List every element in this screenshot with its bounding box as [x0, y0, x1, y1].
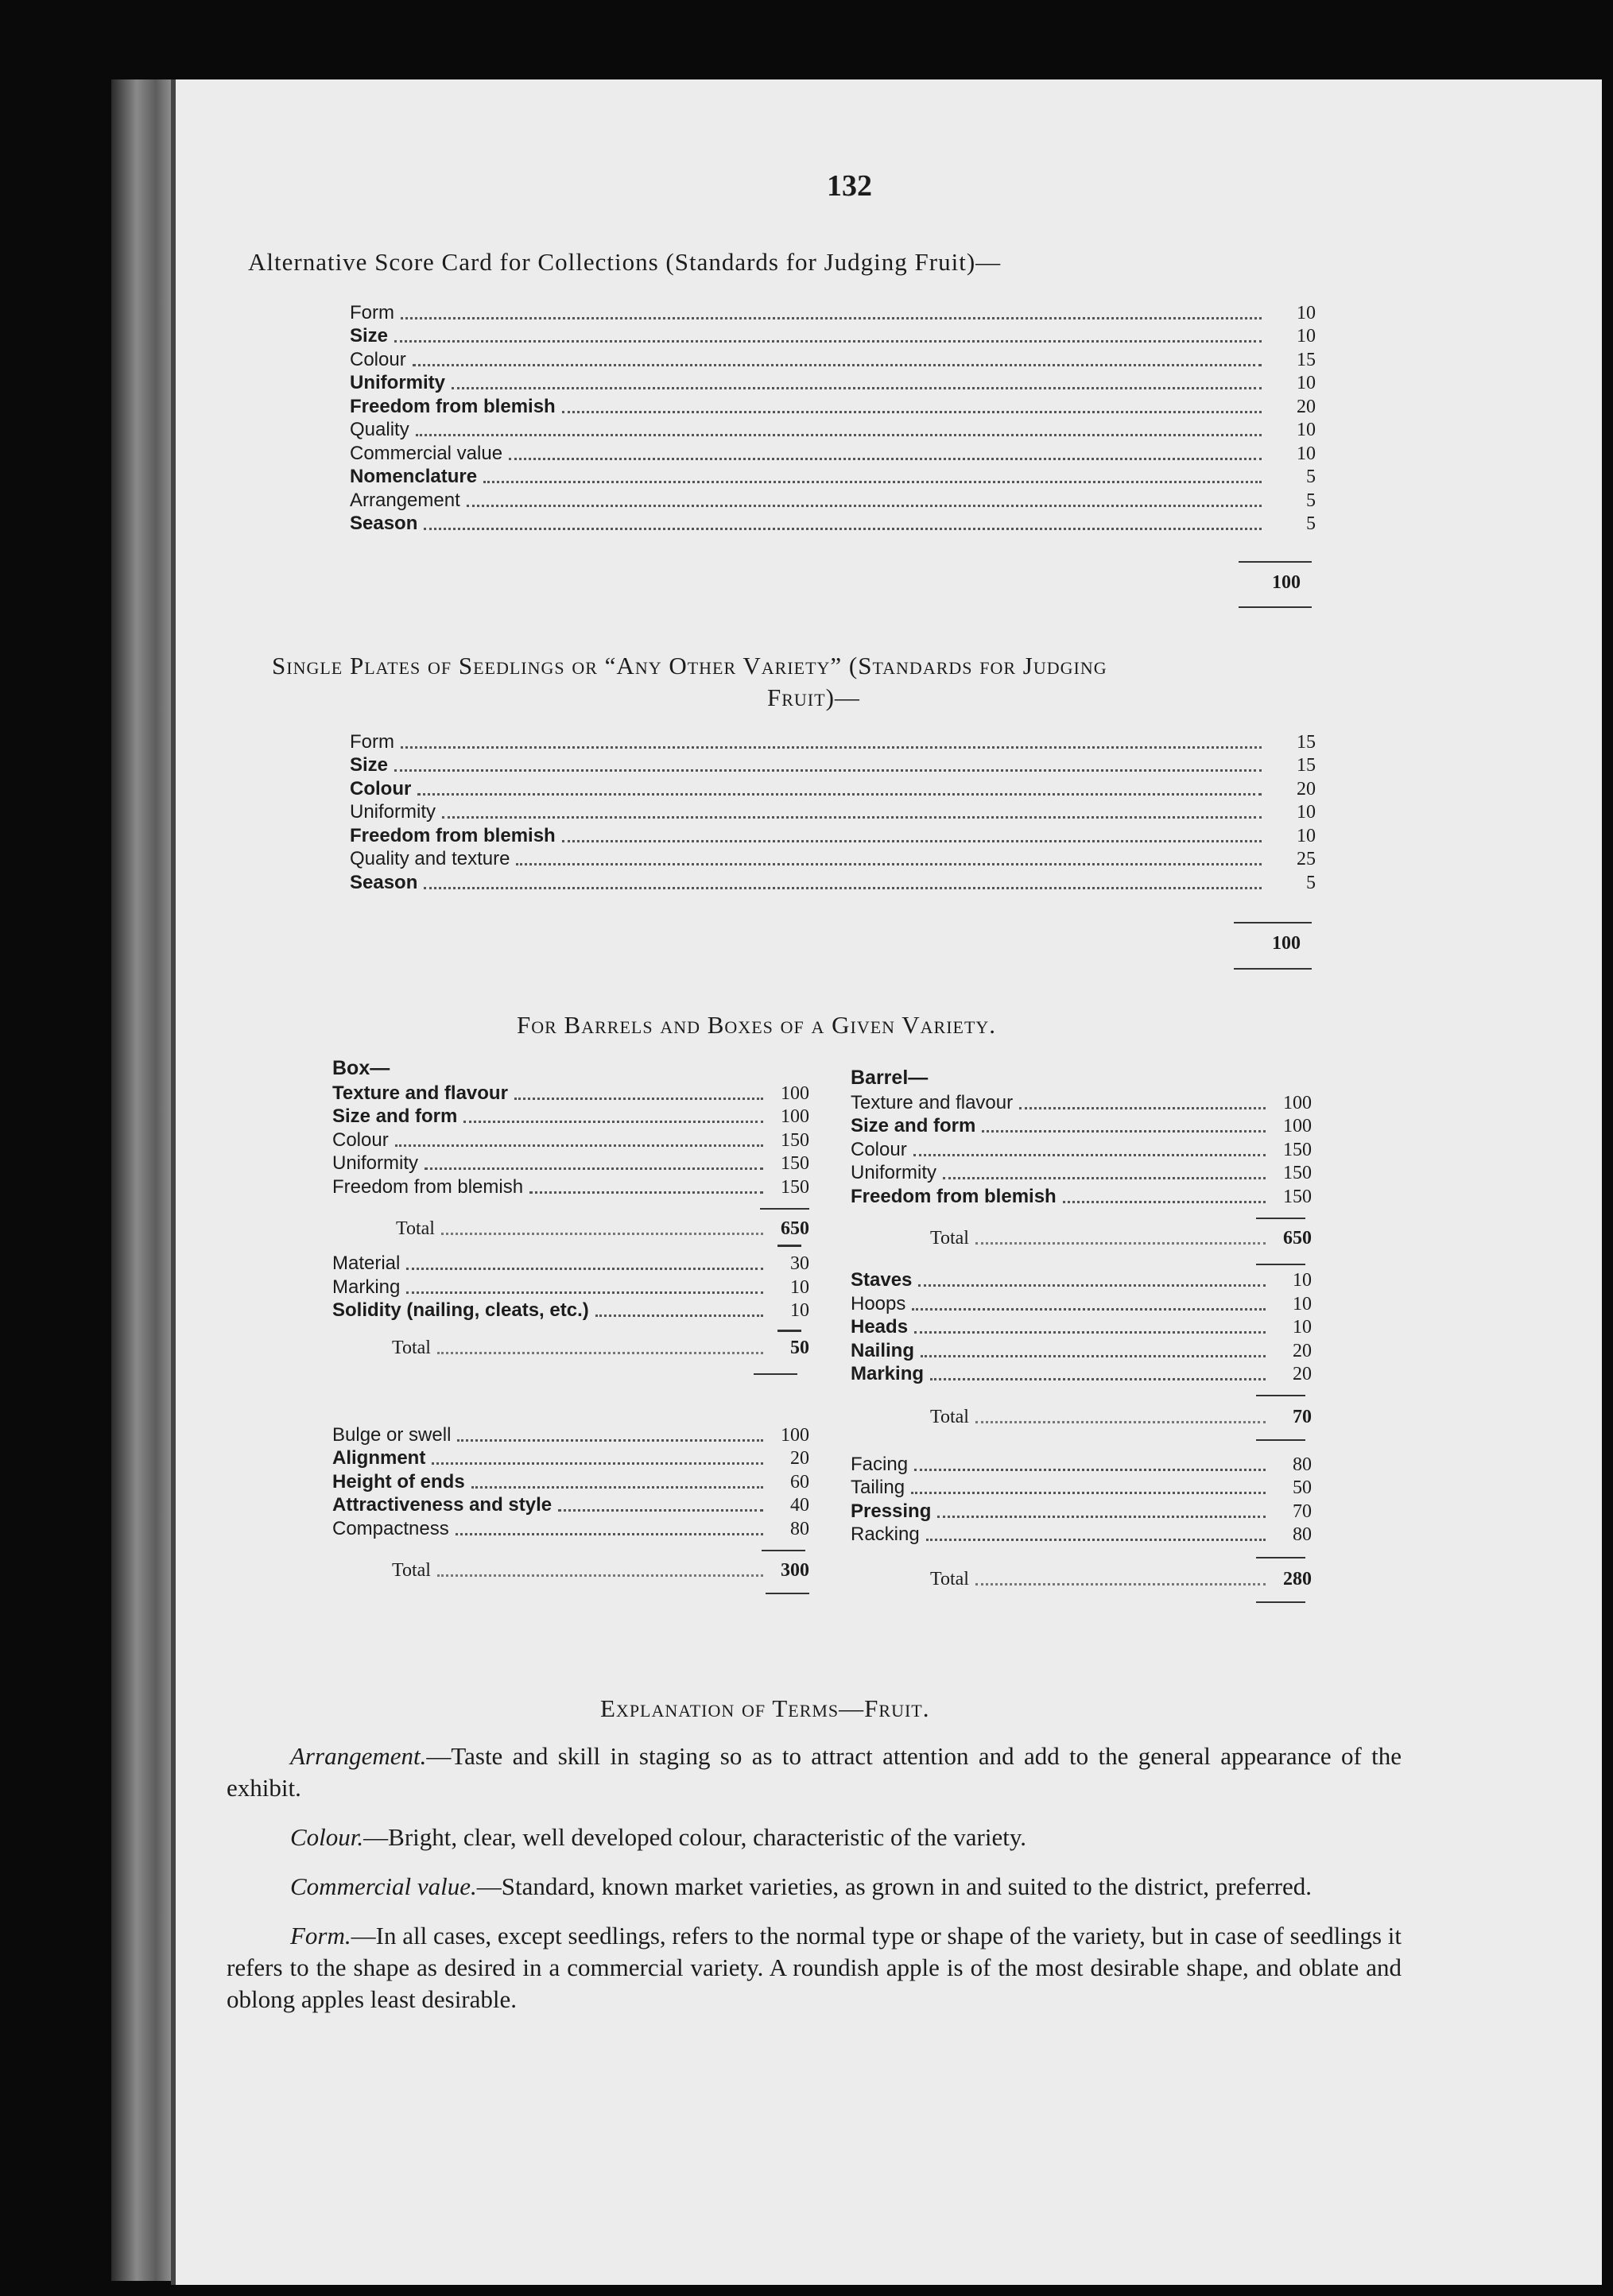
score-label: Marking — [332, 1276, 401, 1298]
term-name: Commercial value. — [290, 1872, 477, 1900]
section2-total-rule — [1234, 922, 1312, 923]
score-value: 25 — [1297, 849, 1316, 869]
dot-leader — [457, 1439, 763, 1442]
term-definition: —Bright, clear, well developed colour, characteristic of the variety. — [363, 1823, 1027, 1851]
score-label: Texture and flavour — [332, 1082, 508, 1104]
score-value: 100 — [1283, 1116, 1312, 1136]
explanation-paragraph — [227, 1822, 1402, 1853]
score-value: 10 — [1293, 1293, 1312, 1314]
score-label: Season — [350, 513, 418, 534]
dot-leader — [456, 1533, 763, 1535]
score-value: 10 — [1297, 443, 1316, 464]
score-value: 10 — [1293, 1317, 1312, 1338]
score-value: 150 — [781, 1129, 809, 1151]
score-row — [851, 1338, 1312, 1362]
section3-title: For Barrels and Boxes of a Given Variety. — [517, 1011, 997, 1039]
score-value: 10 — [1297, 802, 1316, 823]
dot-leader — [413, 364, 1262, 366]
score-value: 150 — [781, 1153, 809, 1174]
score-value: 20 — [1297, 778, 1316, 800]
box-group2 — [332, 1252, 809, 1322]
score-value: 10 — [1297, 420, 1316, 440]
dot-leader — [401, 746, 1262, 749]
score-label: Form — [350, 301, 394, 323]
score-value: 100 — [781, 1424, 809, 1446]
dot-leader — [562, 840, 1262, 842]
explanation-paragraph — [227, 1740, 1402, 1804]
dot-leader — [529, 1191, 763, 1194]
score-value: 5 — [1306, 467, 1316, 487]
score-row — [350, 488, 1316, 512]
score-row — [350, 441, 1316, 465]
dot-leader — [394, 340, 1262, 343]
score-row — [350, 512, 1316, 536]
dot-leader — [595, 1314, 763, 1317]
dot-leader — [471, 1486, 763, 1489]
score-label: Season — [350, 871, 418, 893]
dot-leader — [918, 1284, 1266, 1287]
score-value: 100 — [781, 1106, 809, 1127]
score-row — [851, 1476, 1312, 1500]
score-row — [851, 1268, 1312, 1292]
score-value: 150 — [1283, 1186, 1312, 1207]
score-label: Heads — [851, 1316, 909, 1338]
score-row — [350, 730, 1316, 753]
section2-total: 100 — [1272, 933, 1301, 954]
box-column — [332, 1057, 809, 1594]
dot-leader — [1063, 1201, 1266, 1203]
term-definition: —Taste and skill in staging so as to attract attention and add to the general appearance of the exhibit. — [227, 1742, 1402, 1802]
score-value: 10 — [1297, 825, 1316, 846]
term-definition: —In all cases, except seedlings, refers to the normal type or shape of the variety, but in case of seedlings it refers to the shape as desired in a commercial variety. A roundish apple is of the most desirable shape, and oblate and oblong apples least desirable. — [227, 1922, 1402, 2013]
score-value: 10 — [790, 1276, 809, 1298]
score-row — [332, 1423, 809, 1446]
section1-total-rule — [1239, 561, 1312, 563]
score-row — [332, 1175, 809, 1198]
section2-score-list — [350, 730, 1316, 894]
barrel-group3 — [851, 1452, 1312, 1546]
score-value: 20 — [1293, 1340, 1312, 1361]
score-value: 80 — [790, 1518, 809, 1539]
dot-leader — [911, 1492, 1266, 1494]
dot-leader — [914, 1331, 1266, 1334]
dot-leader — [930, 1378, 1266, 1380]
dot-leader — [913, 1154, 1266, 1156]
score-label: Hoops — [851, 1292, 906, 1314]
score-label: Facing — [851, 1453, 909, 1475]
score-label: Solidity (nailing, cleats, etc.) — [332, 1299, 589, 1321]
barrel-total2-row: Total 70 — [930, 1407, 1312, 1427]
score-value: 80 — [1293, 1524, 1312, 1545]
score-row — [332, 1252, 809, 1276]
dot-leader — [912, 1308, 1266, 1311]
score-row — [350, 300, 1316, 324]
score-value: 150 — [1283, 1139, 1312, 1160]
score-value: 5 — [1306, 872, 1316, 893]
score-value: 20 — [790, 1448, 809, 1469]
dot-leader — [937, 1516, 1266, 1518]
score-row — [350, 800, 1316, 824]
dot-leader — [424, 887, 1262, 889]
dot-leader — [442, 816, 1262, 819]
score-label: Commercial value — [350, 442, 503, 464]
score-label: Attractiveness and style — [332, 1494, 553, 1516]
score-row — [332, 1152, 809, 1175]
score-label: Bulge or swell — [332, 1423, 452, 1446]
term-name: Colour. — [290, 1823, 364, 1851]
box-group3 — [332, 1423, 809, 1540]
score-row — [851, 1523, 1312, 1547]
score-row — [332, 1469, 809, 1493]
score-value: 10 — [790, 1300, 809, 1321]
section2-title-line2: Fruit)— — [767, 683, 860, 711]
score-row — [350, 870, 1316, 894]
score-row — [851, 1184, 1312, 1208]
score-row — [851, 1090, 1312, 1114]
score-label: Height of ends — [332, 1470, 465, 1493]
explanation-body — [227, 1740, 1402, 2033]
score-value: 10 — [1297, 326, 1316, 347]
score-label: Freedom from blemish — [350, 824, 556, 846]
score-label: Texture and flavour — [851, 1091, 1014, 1113]
dot-leader — [406, 1268, 763, 1270]
score-value: 5 — [1306, 513, 1316, 534]
dot-leader — [401, 317, 1262, 319]
score-label: Nomenclature — [350, 466, 478, 487]
dot-leader — [914, 1469, 1266, 1471]
score-row — [350, 776, 1316, 800]
score-row — [332, 1105, 809, 1129]
barrel-group2 — [851, 1268, 1312, 1386]
box-total2: 50 — [790, 1338, 809, 1358]
dot-leader — [467, 505, 1262, 507]
box-heading: Box— — [332, 1057, 390, 1079]
score-label: Racking — [851, 1524, 920, 1545]
score-row — [332, 1299, 809, 1322]
score-label: Arrangement — [350, 489, 460, 511]
score-value: 15 — [1297, 755, 1316, 776]
dot-leader — [452, 387, 1262, 389]
score-label: Form — [350, 730, 394, 753]
score-row — [332, 1516, 809, 1540]
score-value: 5 — [1306, 490, 1316, 511]
dot-leader — [483, 481, 1262, 483]
score-row — [851, 1315, 1312, 1339]
score-value: 10 — [1297, 373, 1316, 393]
box-total1: 650 — [781, 1218, 809, 1239]
barrel-group1 — [851, 1090, 1312, 1208]
score-value: 10 — [1293, 1270, 1312, 1291]
barrel-total2: 70 — [1293, 1407, 1312, 1427]
score-row — [350, 371, 1316, 395]
score-label: Nailing — [851, 1339, 915, 1361]
score-label: Freedom from blemish — [851, 1185, 1057, 1207]
score-label: Uniformity — [350, 801, 436, 823]
barrel-total1: 650 — [1283, 1227, 1312, 1249]
score-row — [851, 1452, 1312, 1476]
box-total3-row: Total 300 — [392, 1559, 809, 1581]
dot-leader — [514, 1098, 763, 1100]
score-value: 30 — [790, 1253, 809, 1274]
term-definition: —Standard, known market varieties, as grown in and suited to the district, preferred. — [476, 1872, 1313, 1900]
score-row — [851, 1362, 1312, 1386]
score-label: Colour — [332, 1129, 389, 1151]
score-label: Compactness — [332, 1517, 449, 1539]
score-row — [851, 1114, 1312, 1138]
dot-leader — [432, 1462, 763, 1465]
explanation-paragraph — [227, 1920, 1402, 2015]
score-label: Freedom from blemish — [350, 395, 556, 417]
dot-leader — [516, 863, 1262, 865]
barrel-total3-row: Total 280 — [930, 1569, 1312, 1589]
score-value: 15 — [1297, 731, 1316, 753]
section1-title: Alternative Score Card for Collections (Standards for Judging Fruit)— — [248, 248, 1002, 276]
score-value: 80 — [1293, 1454, 1312, 1475]
dot-leader — [463, 1121, 763, 1123]
score-row — [851, 1499, 1312, 1523]
section1-score-list — [350, 300, 1316, 535]
score-label: Size — [350, 754, 389, 776]
dot-leader — [921, 1355, 1266, 1357]
dot-leader — [416, 434, 1262, 436]
dot-leader — [417, 793, 1262, 796]
score-label: Uniformity — [350, 372, 445, 393]
score-row — [332, 1128, 809, 1152]
section1-total: 100 — [1272, 572, 1301, 593]
score-value: 50 — [1293, 1477, 1312, 1498]
score-label: Size and form — [851, 1115, 976, 1136]
score-label: Tailing — [851, 1477, 905, 1498]
score-row — [851, 1291, 1312, 1315]
score-label: Uniformity — [332, 1152, 419, 1174]
barrel-column — [851, 1067, 1312, 1603]
score-value: 100 — [1283, 1092, 1312, 1113]
score-label: Size and form — [332, 1105, 458, 1127]
section2-title-line1: Single Plates of Seedlings or “Any Other Variety” (Standards for Judging — [272, 652, 1107, 680]
score-value: 70 — [1293, 1500, 1312, 1522]
score-label: Size — [350, 325, 389, 347]
score-label: Pressing — [851, 1500, 932, 1522]
score-row — [350, 753, 1316, 777]
score-value: 40 — [790, 1495, 809, 1516]
score-row — [350, 394, 1316, 418]
score-row — [350, 324, 1316, 348]
score-label: Quality — [350, 419, 409, 440]
score-row — [332, 1081, 809, 1105]
score-label: Quality and texture — [350, 848, 510, 869]
score-value: 60 — [790, 1471, 809, 1493]
score-value: 15 — [1297, 349, 1316, 370]
score-label: Uniformity — [851, 1162, 937, 1183]
explanation-title: Explanation of Terms—Fruit. — [600, 1694, 930, 1722]
dot-leader — [1019, 1107, 1266, 1109]
dot-leader — [562, 411, 1262, 413]
dot-leader — [558, 1509, 763, 1512]
score-label: Freedom from blemish — [332, 1175, 524, 1198]
score-value: 10 — [1297, 302, 1316, 323]
score-row — [332, 1275, 809, 1299]
dot-leader — [982, 1130, 1266, 1133]
dot-leader — [926, 1539, 1266, 1541]
box-total2-row: Total 50 — [392, 1338, 809, 1358]
score-label: Material — [332, 1253, 401, 1274]
score-value: 20 — [1297, 396, 1316, 417]
section2-total-underline — [1234, 968, 1312, 970]
score-row — [332, 1493, 809, 1517]
dot-leader — [509, 458, 1262, 460]
dot-leader — [424, 528, 1262, 530]
book-binding — [111, 79, 175, 2281]
page-edge — [171, 79, 176, 2285]
box-group1 — [332, 1081, 809, 1198]
term-name: Arrangement. — [290, 1742, 427, 1770]
score-label: Marking — [851, 1363, 925, 1384]
score-label: Alignment — [332, 1447, 426, 1469]
score-row — [350, 418, 1316, 442]
dot-leader — [406, 1291, 763, 1294]
barrel-heading: Barrel— — [851, 1067, 929, 1089]
barrel-total1-row: Total 650 — [930, 1227, 1312, 1249]
page-number: 132 — [827, 169, 872, 203]
score-value: 150 — [1283, 1163, 1312, 1183]
dot-leader — [425, 1167, 763, 1170]
box-total3: 300 — [781, 1559, 809, 1581]
score-row — [851, 1161, 1312, 1185]
dot-leader — [943, 1177, 1266, 1179]
score-label: Colour — [350, 777, 412, 800]
term-name: Form. — [290, 1922, 351, 1949]
box-total1-row: Total 650 — [396, 1218, 809, 1239]
score-label: Staves — [851, 1269, 913, 1291]
score-value: 100 — [781, 1082, 809, 1104]
score-row — [332, 1446, 809, 1470]
score-value: 20 — [1293, 1364, 1312, 1384]
explanation-paragraph — [227, 1871, 1402, 1903]
barrel-total3: 280 — [1283, 1569, 1312, 1589]
score-value: 150 — [781, 1176, 809, 1198]
section1-total-underline — [1239, 606, 1312, 608]
score-row — [350, 823, 1316, 847]
dot-leader — [394, 769, 1262, 772]
dot-leader — [395, 1144, 763, 1147]
score-row — [851, 1137, 1312, 1161]
score-label: Colour — [350, 348, 406, 370]
score-row — [350, 465, 1316, 489]
score-label: Colour — [851, 1138, 907, 1160]
score-row — [350, 847, 1316, 871]
score-row — [350, 347, 1316, 371]
